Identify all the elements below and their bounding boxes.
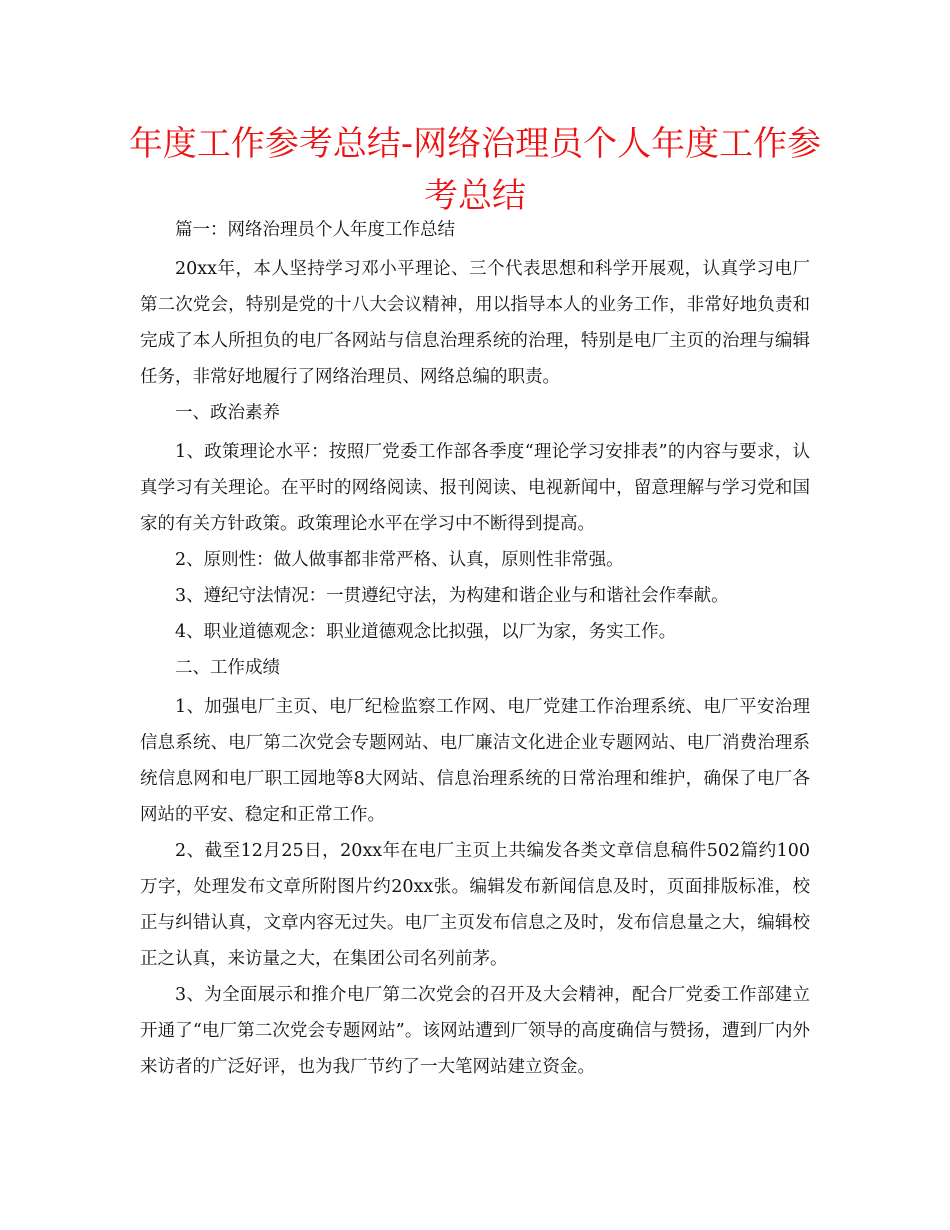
political-item-4: 4、职业道德观念：职业道德观念比拟强，以厂为家，务实工作。	[175, 622, 677, 642]
political-item-2: 2、原则性：做人做事都非常严格、认真，原则性非常强。	[175, 550, 624, 570]
section-heading-political: 一、政治素养	[175, 403, 280, 423]
achievement-item-2: 2、截至12月25日，20xx年在电厂主页上共编发各类文章信息稿件502篇约100万字，处理发布文章所附图片约20xx张。编辑发布新闻信息及时，页面排版标准，校正与纠错认真，文章内容无过失。电厂主页发布信息之及时，发布信息量之大，编辑校正之认真，来访量之大，在集团公司名列前茅。	[140, 841, 810, 969]
section-heading-achievements: 二、工作成绩	[175, 658, 280, 678]
document-body	[140, 212, 810, 1085]
political-item-3: 3、遵纪守法情况：一贯遵纪守法，为构建和谐企业与和谐社会作奉献。	[175, 586, 729, 606]
achievement-item-3: 3、为全面展示和推介电厂第二次党会的召开及大会精神，配合厂党委工作部建立开通了“电厂第二次党会专题网站”。该网站遭到厂领导的高度确信与赞扬，遭到厂内外来访者的广泛好评，也为我厂节约了一大笔网站建立资金。	[140, 985, 810, 1077]
section-heading-part-one: 篇一：网络治理员个人年度工作总结	[175, 220, 455, 240]
achievement-item-1: 1、加强电厂主页、电厂纪检监察工作网、电厂党建工作治理系统、电厂平安治理信息系统、电厂第二次党会专题网站、电厂廉洁文化进企业专题网站、电厂消费治理系统信息网和电厂职工园地等8大网站、信息治理系统的日常治理和维护，确保了电厂各网站的平安、稳定和正常工作。	[140, 697, 810, 825]
document-title: 年度工作参考总结-网络治理员个人年度工作参考总结	[128, 124, 822, 216]
intro-paragraph: 20xx年，本人坚持学习邓小平理论、三个代表思想和科学开展观，认真学习电厂第二次党会，特别是党的十八大会议精神，用以指导本人的业务工作，非常好地负责和完成了本人所担负的电厂各网站与信息治理系统的治理，特别是电厂主页的治理与编辑任务，非常好地履行了网络治理员、网络总编的职责。	[140, 259, 810, 387]
political-item-1: 1、政策理论水平：按照厂党委工作部各季度“理论学习安排表”的内容与要求，认真学习有关理论。在平时的网络阅读、报刊阅读、电视新闻中，留意理解与学习党和国家的有关方针政策。政策理论水平在学习中不断得到提高。	[140, 442, 810, 534]
